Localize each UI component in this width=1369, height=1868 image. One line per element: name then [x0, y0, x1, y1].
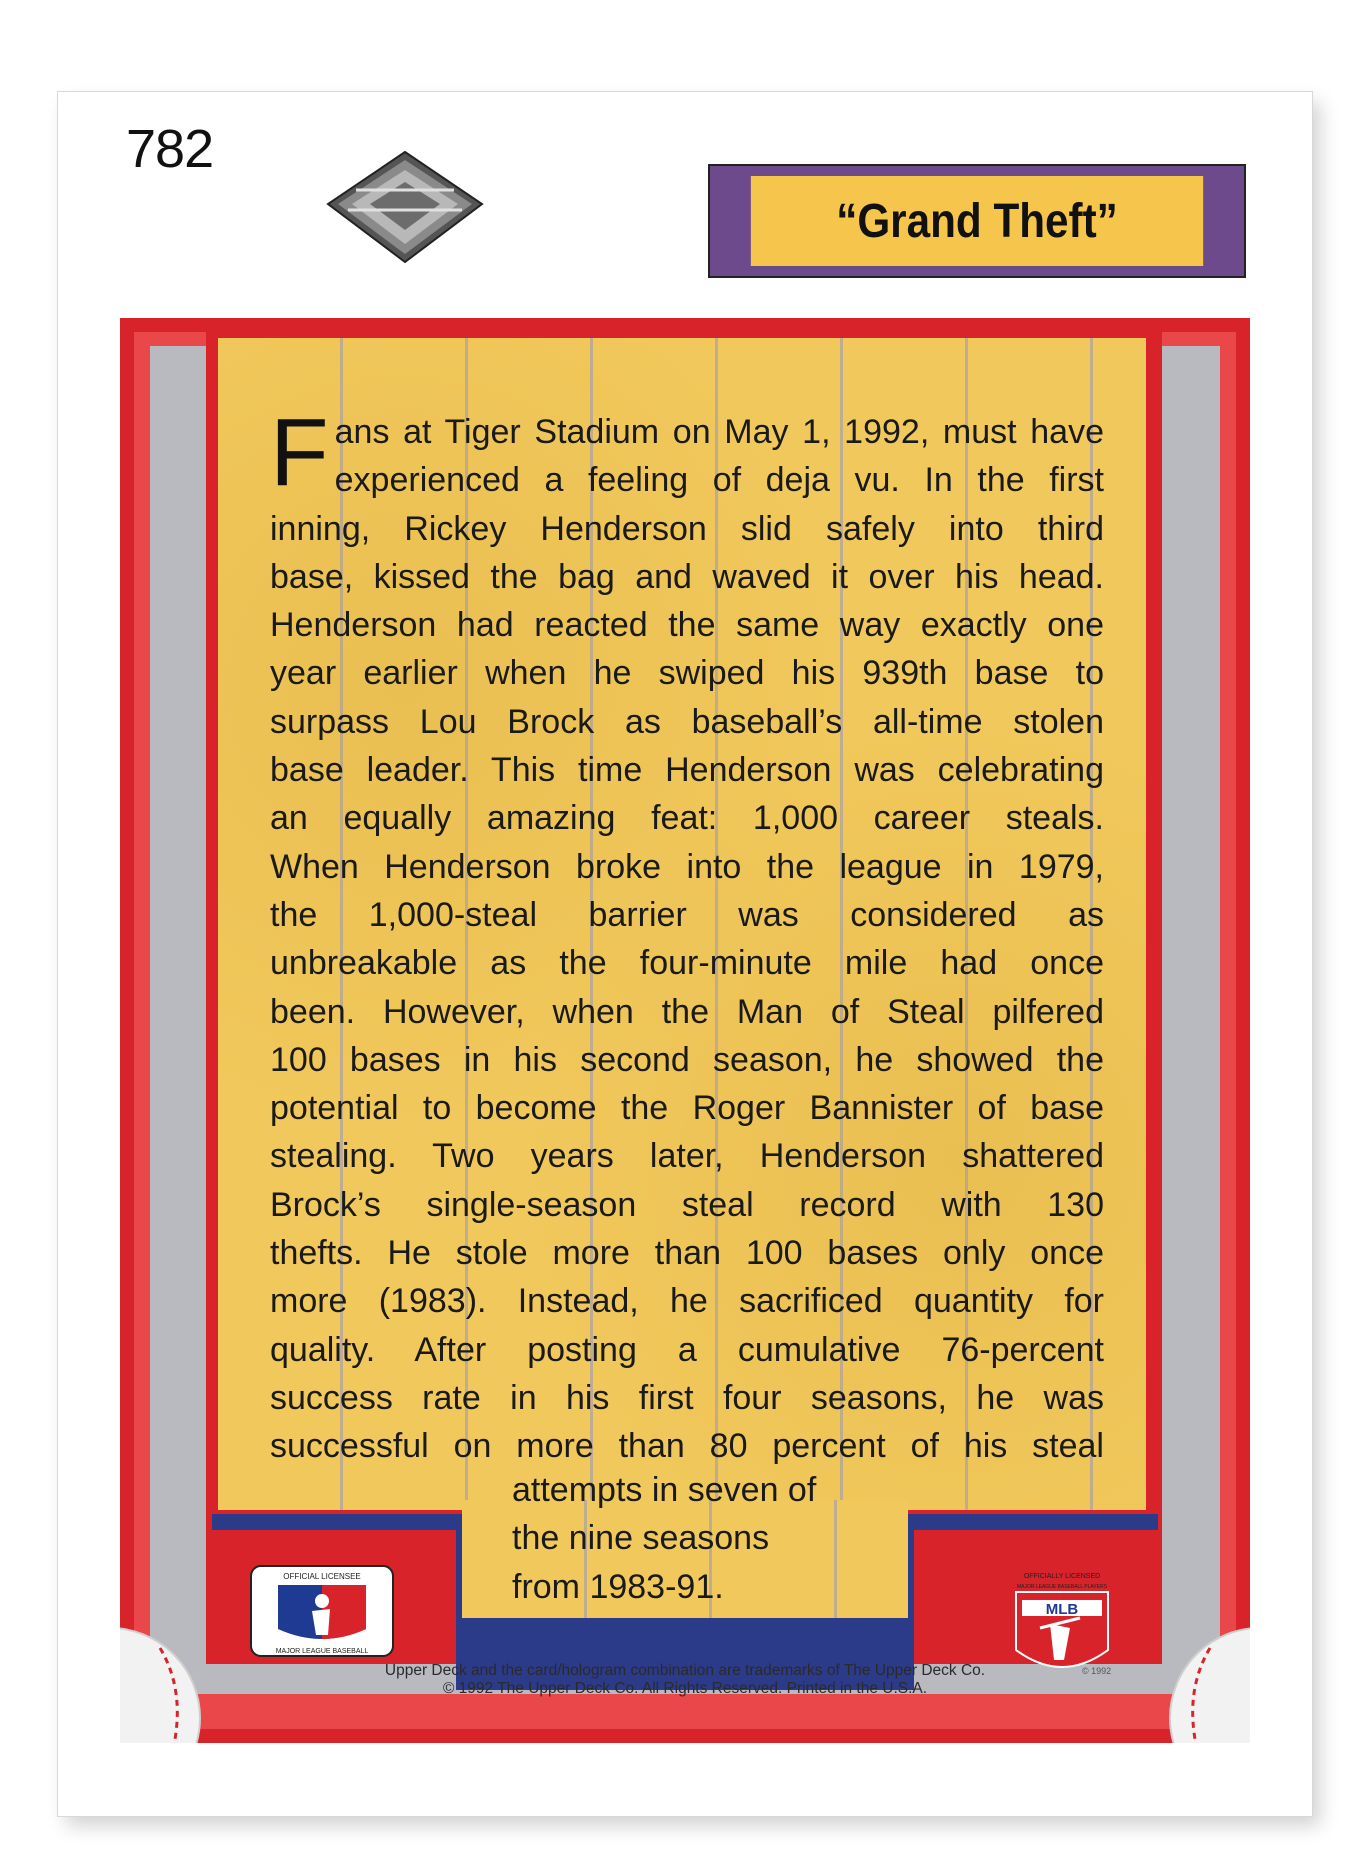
- logo-right-mid-text: MAJOR LEAGUE BASEBALL PLAYERS: [1016, 1584, 1108, 1590]
- story-line: Henderson had reacted the same way exactly one: [270, 606, 1104, 645]
- story-tail-line: the nine seasons: [512, 1519, 770, 1558]
- story-line: Brock’s single-season steal record with 130: [270, 1185, 1104, 1224]
- story-line: year earlier when he swiped his 939th base to: [270, 654, 1104, 693]
- story-tail-line: from 1983-91.: [512, 1567, 724, 1606]
- card-number: 782: [126, 119, 214, 179]
- story-line: successful on more than 80 percent of his steal: [270, 1427, 1104, 1466]
- logo-right-mark: MLB: [1045, 1601, 1079, 1618]
- story-text: [270, 399, 1104, 1471]
- story-line: potential to become the Roger Bannister of base: [270, 1089, 1104, 1128]
- legal-line-trademark: Upper Deck and the card/hologram combination are trademarks of The Upper Deck Co.: [384, 1662, 986, 1679]
- story-tail: [512, 1466, 872, 1611]
- mlbpa-copyright: © 1992: [1082, 1666, 1112, 1676]
- title-plate: [708, 164, 1246, 278]
- story-line: ans at Tiger Stadium on May 1, 1992, must have: [334, 413, 1104, 451]
- card-title: “Grand Theft”: [751, 176, 1203, 266]
- story-line: base leader. This time Henderson was celebrating: [270, 751, 1104, 790]
- story-line: inning, Rickey Henderson slid safely into third: [270, 509, 1104, 548]
- story-line: success rate in his first four seasons, he was: [270, 1378, 1104, 1417]
- legal-notice: [290, 1662, 1080, 1698]
- mlb-official-licensee-logo-icon: [250, 1565, 394, 1657]
- hologram-diamond-icon: [326, 150, 484, 264]
- story-line: base, kissed the bag and waved it over his head.: [270, 557, 1104, 596]
- story-line: 100 bases in his second season, he showed the: [270, 1040, 1104, 1079]
- drop-cap: F: [270, 399, 329, 506]
- legal-line-copyright: © 1992 The Upper Deck Co. All Rights Reserved. Printed in the U.S.A.: [442, 1680, 928, 1697]
- story-line: unbreakable as the four-minute mile had once: [270, 944, 1104, 983]
- story-line: When Henderson broke into the league in 1979,: [270, 847, 1104, 886]
- story-line: experienced a feeling of deja vu. In the first: [334, 461, 1104, 500]
- story-line: thefts. He stole more than 100 bases only once: [270, 1234, 1104, 1273]
- logo-left-bottom-text: MAJOR LEAGUE BASEBALL: [275, 1648, 369, 1655]
- story-line: surpass Lou Brock as baseball’s all-time stolen: [270, 702, 1104, 741]
- story-tail-line: attempts in seven of: [512, 1471, 817, 1509]
- story-line: quality. After posting a cumulative 76-percent: [270, 1330, 1104, 1369]
- logo-right-top-text: OFFICIALLY LICENSED: [1023, 1573, 1101, 1580]
- story-line: an equally amazing feat: 1,000 career steals.: [270, 799, 1104, 838]
- logo-left-top-text: OFFICIAL LICENSEE: [283, 1572, 361, 1581]
- story-line: the 1,000-steal barrier was considered as: [270, 895, 1104, 934]
- story-line: been. However, when the Man of Steal pilfered: [270, 992, 1104, 1031]
- story-line: stealing. Two years later, Henderson shattered: [270, 1137, 1104, 1176]
- story-line: more (1983). Instead, he sacrificed quantity for: [270, 1282, 1104, 1321]
